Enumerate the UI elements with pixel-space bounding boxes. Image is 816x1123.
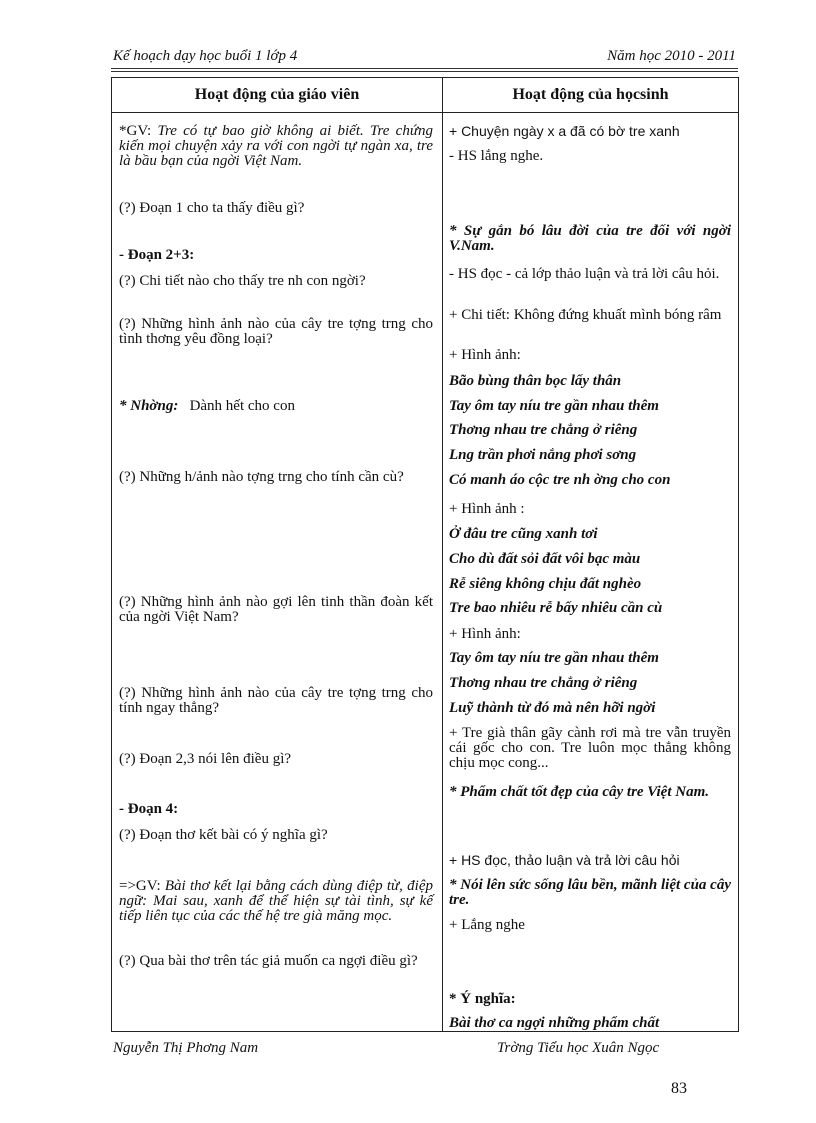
lesson-table xyxy=(111,77,739,1032)
gv-intro-text: Tre có tự bao giờ không ai biết. Tre chứng kiến mọi chuyện xảy ra với con ngời tự ngàn xa, tre là bầu bạn của ngời Việt Nam. xyxy=(119,123,433,169)
student-s5: + Chi tiết: Không đứng khuất mình bóng râm xyxy=(449,307,722,323)
student-s6: + Hình ảnh: xyxy=(449,347,521,363)
poem-line-7: Cho dù đất sỏi đất vôi bạc màu xyxy=(449,551,641,567)
column-divider xyxy=(442,78,443,1031)
question-doan-ket: (?) Những hình ảnh nào gợi lên tinh thần đoàn kết của ngời Việt Nam? xyxy=(119,594,433,625)
nhuong-label: * Nhờng: xyxy=(119,398,179,414)
student-column-header: Hoạt động của họcsinh xyxy=(512,86,669,103)
question-thuong-yeu: (?) Những hình ảnh nào của cây tre tợng trng cho tình thơng yêu đồng loại? xyxy=(119,316,433,347)
header-row-divider xyxy=(112,112,738,113)
section-doan4: - Đoạn 4: xyxy=(119,801,179,817)
header-left: Kế hoạch dạy học buổi 1 lớp 4 xyxy=(113,48,298,64)
poem-line-11: Thơng nhau tre chẳng ở riêng xyxy=(449,675,638,691)
student-s12: * Nói lên sức sống lâu bền, mãnh liệt của cây tre. xyxy=(449,877,731,908)
poem-line-4: Lng trần phơi nắng phơi sơng xyxy=(449,447,637,463)
footer-school: Trờng Tiểu học Xuân Ngọc xyxy=(497,1040,660,1056)
poem-line-10: Tay ôm tay níu tre gần nhau thêm xyxy=(449,650,659,666)
poem-line-1: Bão bùng thân bọc lấy thân xyxy=(449,373,622,389)
teacher-column-header: Hoạt động của giáo viên xyxy=(194,86,360,103)
question-doan23-y-nghia: (?) Đoạn 2,3 nói lên điều gì? xyxy=(119,751,292,767)
section-doan23: - Đoạn 2+3: xyxy=(119,247,195,263)
teacher-gv-intro xyxy=(119,124,433,169)
poem-line-2: Tay ôm tay níu tre gần nhau thêm xyxy=(449,398,659,414)
gv2-text: Bài thơ kết lại bằng cách dùng điệp từ, điệp ngữ: Mai sau, xanh để thể hiện sự tài tình, sự kế tiếp liên tục của các thế hệ tre già măng mọc. xyxy=(119,878,433,924)
student-s10: * Phẩm chất tốt đẹp của cây tre Việt Nam. xyxy=(449,784,709,800)
student-s2: - HS lắng nghe. xyxy=(449,148,544,164)
student-s4: - HS đọc - cả lớp thảo luận và trả lời câu hỏi. xyxy=(449,266,720,282)
student-s11: + HS đọc, thảo luận và trả lời câu hỏi xyxy=(449,852,680,868)
nhuong-text: Dành hết cho con xyxy=(189,398,295,414)
gv2-label: =>GV: xyxy=(119,878,161,894)
poem-line-8: Rễ siêng không chịu đất nghèo xyxy=(449,576,642,592)
question-ngay-thang: (?) Những hình ảnh nào của cây tre tợng trng cho tính ngay thẳng? xyxy=(119,685,433,716)
note-nhuong xyxy=(119,399,433,414)
student-s13: + Lắng nghe xyxy=(449,917,525,933)
header-rule-bottom xyxy=(111,71,738,72)
header-right: Năm học 2010 - 2011 xyxy=(607,48,736,64)
student-s3: * Sự gắn bó lâu đời của tre đối với ngời V.Nam. xyxy=(449,223,731,254)
poem-line-6: Ở đâu tre cũng xanh tơi xyxy=(449,526,598,542)
poem-line-9: Tre bao nhiêu rễ bấy nhiêu cần cù xyxy=(449,600,663,616)
question-ca-ngoi: (?) Qua bài thơ trên tác giả muốn ca ngợi điều gì? xyxy=(119,953,418,969)
student-s14: * Ý nghĩa: xyxy=(449,991,516,1007)
header-rule-top xyxy=(111,68,738,69)
question-can-cu: (?) Những h/ảnh nào tợng trng cho tính cần cù? xyxy=(119,469,404,485)
poem-line-5: Có manh áo cộc tre nh ờng cho con xyxy=(449,472,671,488)
poem-line-3: Thơng nhau tre chẳng ở riêng xyxy=(449,422,638,438)
teacher-gv-conclusion xyxy=(119,879,433,924)
student-s15: Bài thơ ca ngợi những phẩm chất xyxy=(449,1015,660,1031)
student-s1: + Chuyện ngày x a đã có bờ tre xanh xyxy=(449,123,680,139)
question-doan1: (?) Đoạn 1 cho ta thấy điều gì? xyxy=(119,200,305,216)
student-s8: + Hình ảnh: xyxy=(449,626,521,642)
question-doan4: (?) Đoạn thơ kết bài có ý nghĩa gì? xyxy=(119,827,328,843)
page-number: 83 xyxy=(671,1080,687,1097)
gv-label: *GV: xyxy=(119,123,152,139)
question-chitiet: (?) Chi tiết nào cho thấy tre nh con ngời? xyxy=(119,273,366,289)
student-s7: + Hình ảnh : xyxy=(449,501,525,517)
footer-author: Nguyễn Thị Phơng Nam xyxy=(113,1040,259,1056)
student-s9: + Tre già thân gãy cành rơi mà tre vẫn truyền cái gốc cho con. Tre luôn mọc thẳng không chịu mọc cong... xyxy=(449,725,731,771)
poem-line-12: Luỹ thành từ đó mà nên hỡi ngời xyxy=(449,700,656,716)
